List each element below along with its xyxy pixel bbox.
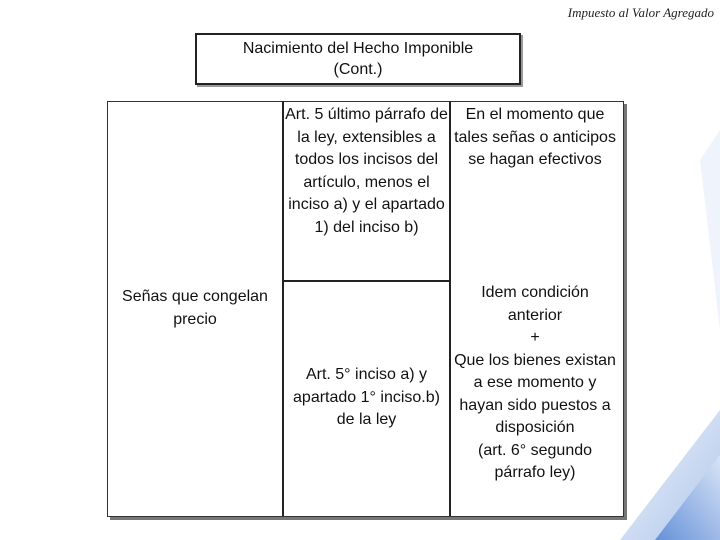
row-label: Señas que congelan precio [122, 288, 268, 328]
corner-shape-dark [655, 455, 720, 540]
corner-shape-edge [700, 130, 720, 330]
row2-article-cell: Art. 5° inciso a) y apartado 1° inciso.b) de la ley [293, 366, 440, 428]
row1-condition-cell: En el momento que tales señas o anticipos se hagan efectivos [454, 106, 616, 168]
slide-title-line2: (Cont.) [333, 61, 383, 78]
row2-condition-cell [452, 282, 618, 485]
table-divider-row [282, 280, 451, 282]
table-divider-right [449, 101, 451, 516]
slide-title-box [195, 33, 521, 85]
corner-shape-light [620, 410, 720, 540]
header-note: Impuesto al Valor Agregado [567, 5, 714, 20]
row2-condition-line: (art. 6° segundo párrafo ley) [477, 441, 593, 481]
row2-condition-line: Idem condición anterior [481, 284, 589, 324]
row2-condition-plus: + [530, 329, 540, 346]
table-divider-left [282, 101, 284, 516]
row1-article-cell: Art. 5 último párrafo de la ley, extensibles a todos los incisos del artículo, menos el inciso a) y el apartado 1) del inciso b) [285, 106, 448, 236]
slide-title-line1: Nacimiento del Hecho Imponible [242, 40, 474, 57]
row2-condition-line: Que los bienes existan a ese momento y hayan sido puestos a disposición [454, 351, 616, 436]
